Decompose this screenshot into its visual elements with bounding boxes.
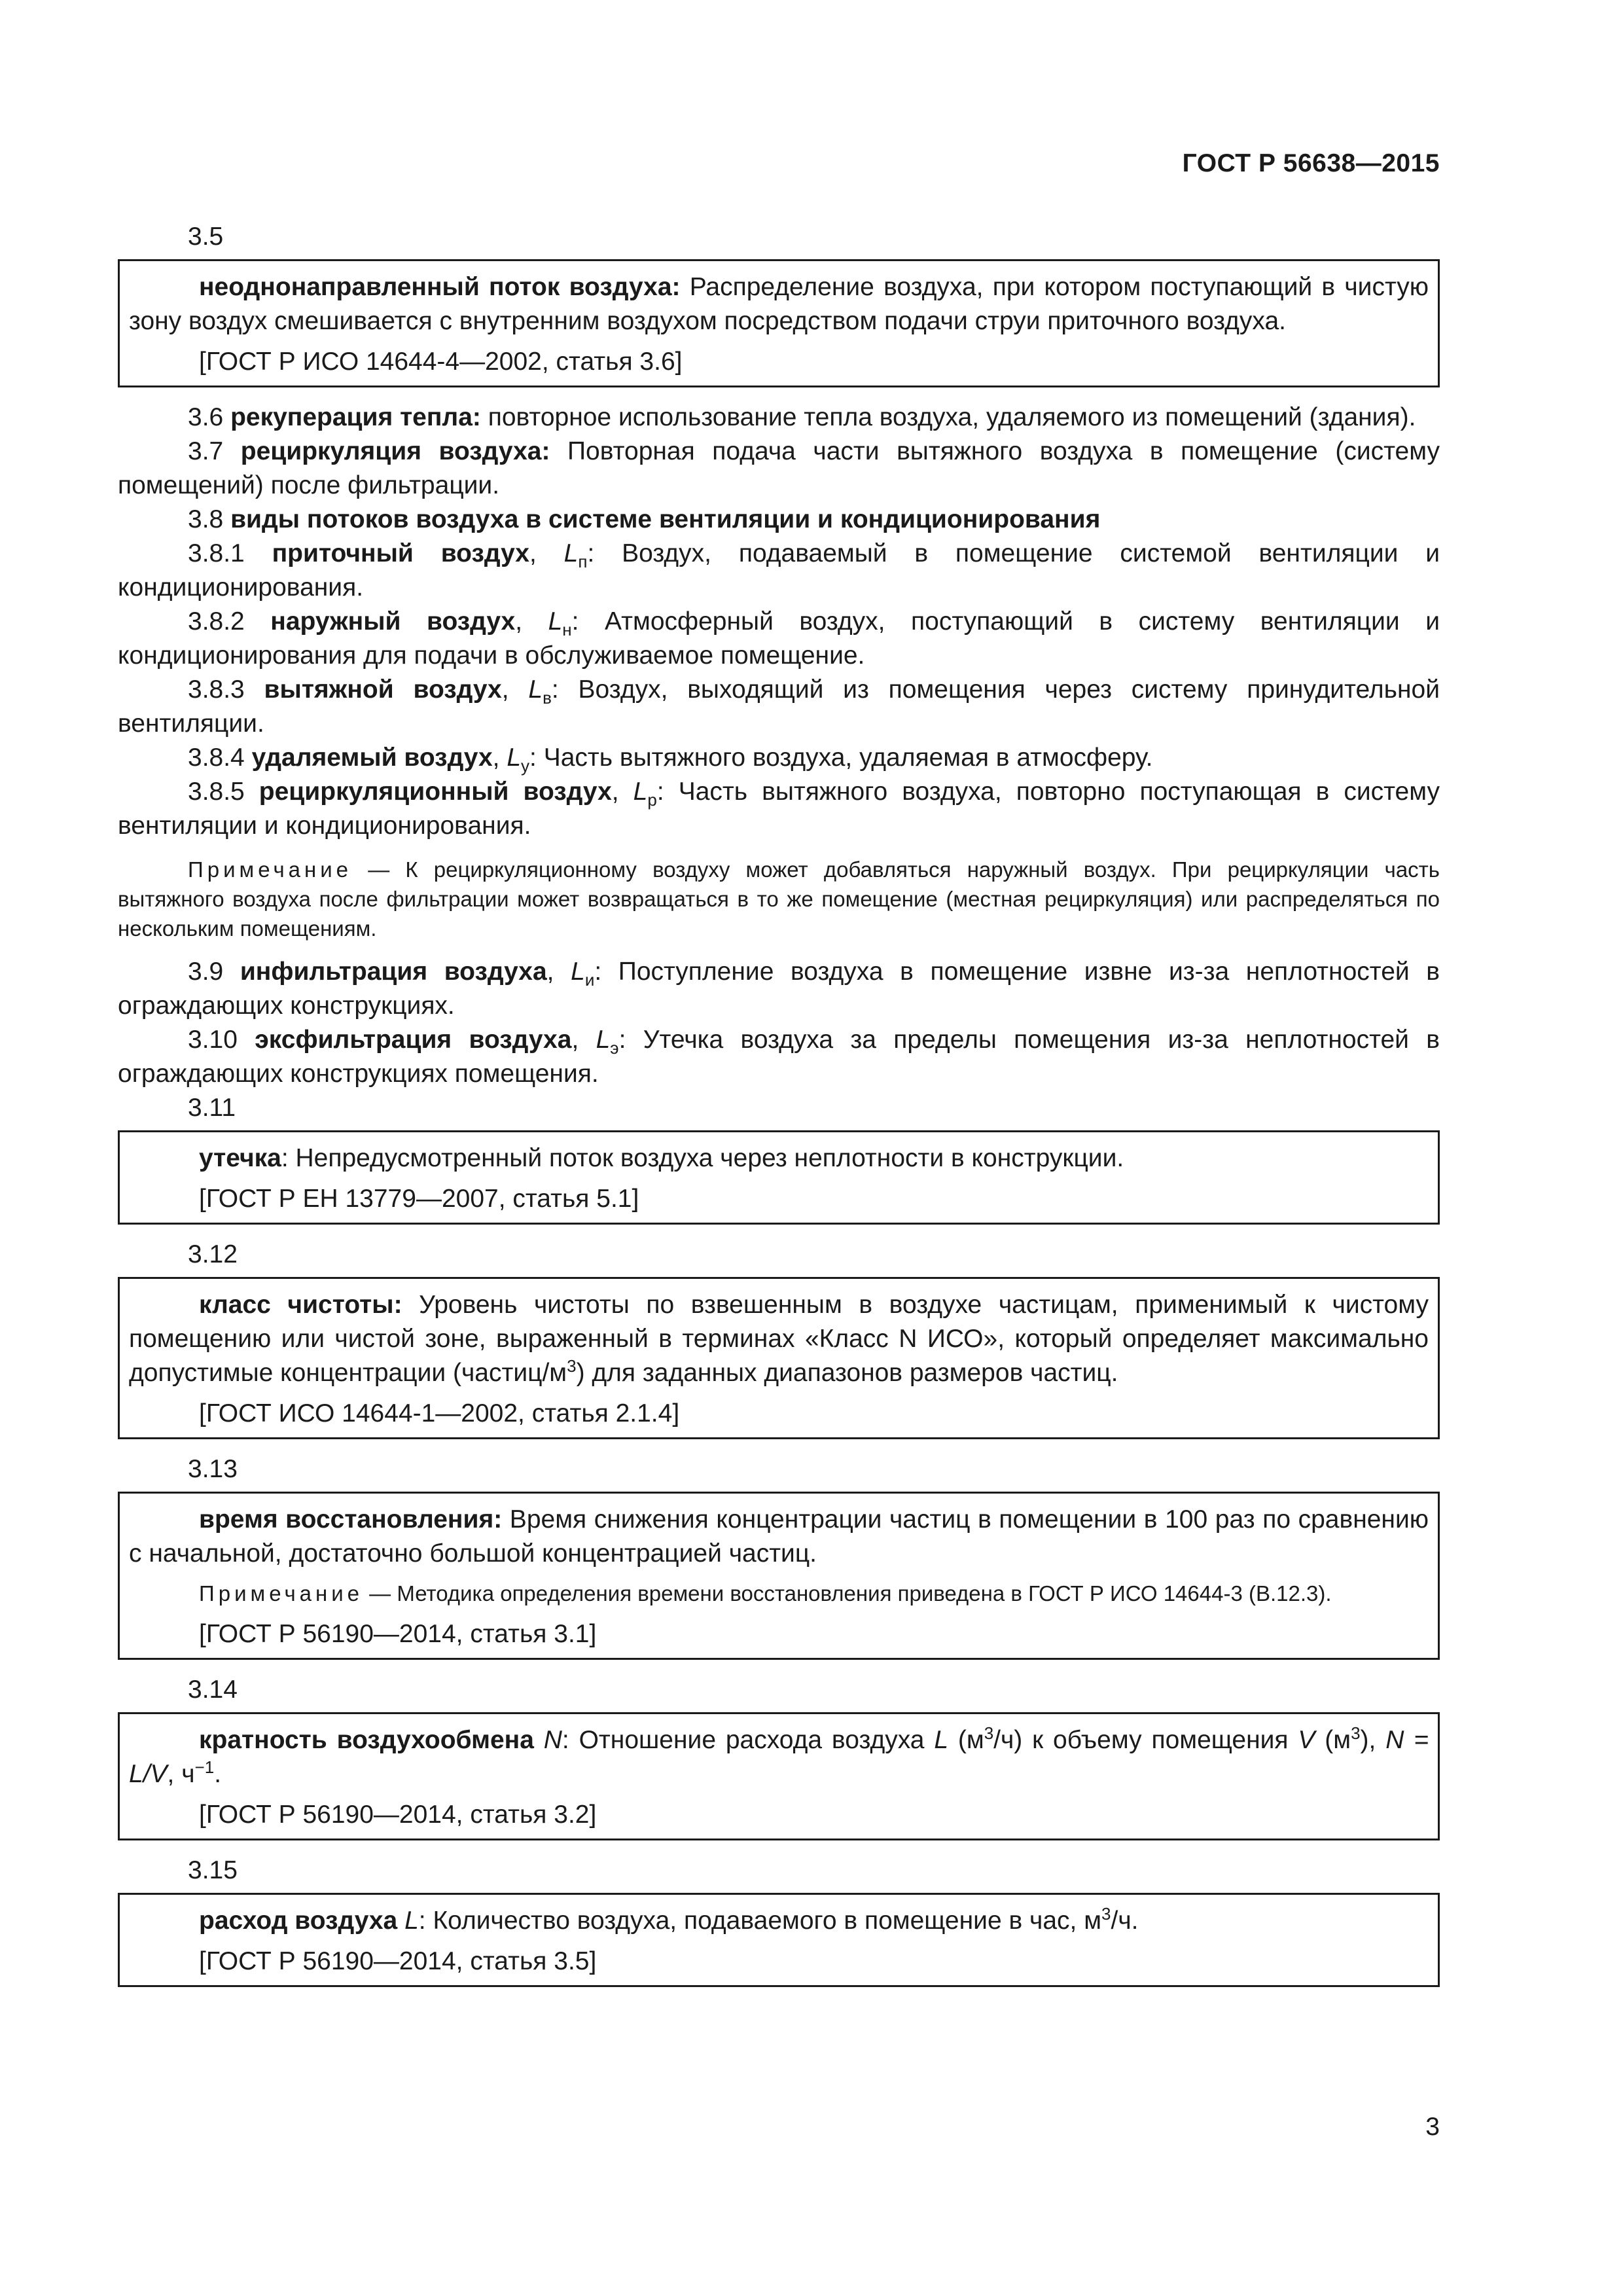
term-definition-3-11: утечка: Непредусмотренный поток воздуха через неплотности в конструкции. [199,1144,1124,1172]
term-3-6: рекуперация тепла: [230,403,481,431]
note-3-13: Примечание — Методика определения времени восстановления приведена в ГОСТ Р ИСО 14644-3 (В.12.3). [199,1581,1332,1605]
term-source-3-13: [ГОСТ Р 56190—2014, статья 3.1] [199,1620,597,1648]
term-definition-3-15: расход воздуха L: Количество воздуха, подаваемого в помещение в час, $м^3/ч$. [199,1904,1139,1935]
term-definition-3-8-4: 3.8.4 удаляемый воздух, $L_у$: Часть вытяжного воздуха, удаляемая в атмосферу. [188,744,1153,776]
term-source-3-11: [ГОСТ Р ЕН 13779—2007, статья 5.1] [199,1185,639,1213]
term-3-7: рециркуляция воздуха: [240,437,550,465]
term-3-14: кратность воздухообмена [199,1726,534,1754]
term-3-5: неоднонаправленный поток воздуха: [199,273,681,301]
term-definition-3-10: 3.10 эксфильтрация воздуха, $L_э$: Утечка воздуха за пределы помещения из-за неплотностей в ограждающих конструкциях помещения. [118,1026,1440,1088]
note-3-8-5: Примечание — К рециркуляционному воздуху может добавляться наружный воздух. При рециркуляции часть вытяжного воздуха после фильтрации может возвращаться в то же помещение (местная рециркуляция) или распределяться по нескольким помещениям. [118,857,1440,941]
term-source-3-12: [ГОСТ ИСО 14644-1—2002, статья 2.1.4] [199,1399,680,1427]
term-number-3-13: 3.13 [188,1455,238,1483]
term-source-3-14: [ГОСТ Р 56190—2014, статья 3.2] [199,1801,597,1829]
term-heading-3-8: 3.8 виды потоков воздуха в системе вентиляции и кондиционирования [188,505,1101,533]
term-3-10: эксфильтрация воздуха [255,1026,572,1054]
term-box-3-14 [118,1712,1440,1840]
term-definition-3-8-5: 3.8.5 рециркуляционный воздух, $L_р$: Часть вытяжного воздуха, повторно поступающая в систему вентиляции и кондиционирования. [118,778,1440,840]
term-definition-3-7: 3.7 рециркуляция воздуха: Повторная подача части вытяжного воздуха в помещение (систему помещений) после фильтрации. [118,437,1440,499]
term-source-3-5: [ГОСТ Р ИСО 14644-4—2002, статья 3.6] [199,348,683,376]
term-definition-3-8-2: 3.8.2 наружный воздух, $L_н$: Атмосферный воздух, поступающий в систему вентиляции и кондиционирования для подачи в обслуживаемое помещение. [118,607,1440,670]
term-3-9: инфильтрация воздуха [240,958,547,986]
term-definition-3-14: кратность воздухообмена N: Отношение расхода воздуха L $(м^3/ч)$ к объему помещения V $(м^3)$, N = L/V, $ч^{-1}$. [129,1723,1429,1788]
term-box-3-13 [118,1492,1440,1660]
term-3-15: расход воздуха [199,1907,398,1935]
term-definition-3-8-3: 3.8.3 вытяжной воздух, $L_в$: Воздух, выходящий из помещения через систему принудительной вентиляции. [118,675,1440,738]
note-label: Примечание [199,1581,364,1605]
document-id-header: ГОСТ Р 56638—2015 [1182,149,1440,177]
term-source-3-15: [ГОСТ Р 56190—2014, статья 3.5] [199,1947,597,1975]
formula: N = L/V [129,1726,1429,1788]
term-definition-3-9: 3.9 инфильтрация воздуха, $L_и$: Поступление воздуха в помещение извне из-за неплотностей в ограждающих конструкциях. [118,958,1440,1020]
document-body [118,220,1440,2000]
term-definition-3-13: время восстановления: Время снижения концентрации частиц в помещении в 100 раз по сравнению с начальной, достаточно большой концентрацией частиц. [129,1505,1429,1568]
term-3-11: утечка [199,1144,281,1172]
term-number-3-5: 3.5 [188,223,224,251]
term-3-8-1: приточный воздух [272,539,529,567]
term-definition-3-6: 3.6 рекуперация тепла: повторное использование тепла воздуха, удаляемого из помещений (здания). [188,403,1416,431]
term-definition-3-5: неоднонаправленный поток воздуха: Распределение воздуха, при котором поступающий в чистую зону воздух смешивается с внутренним воздухом посредством подачи струи приточного воздуха. [129,273,1429,335]
term-3-8-3: вытяжной воздух [264,675,502,704]
term-3-8-4: удаляемый воздух [251,744,493,772]
term-definition-3-12: класс чистоты: Уровень чистоты по взвешенным в воздухе частицам, применимый к чистому помещению или чистой зоне, выраженный в терминах «Класс N ИСО», который определяет максимально допустимые концентрации $(частиц/м^3)$ для заданных диапазонов размеров частиц. [129,1291,1429,1387]
page-number: 3 [1425,2113,1440,2141]
term-number-3-11: 3.11 [188,1094,236,1122]
term-3-12: класс чистоты: [199,1291,402,1319]
term-3-8-5: рециркуляционный воздух [259,778,612,806]
term-number-3-12: 3.12 [188,1240,238,1268]
term-number-3-15: 3.15 [188,1856,238,1884]
term-box-3-15 [118,1893,1440,1987]
term-3-13: время восстановления: [199,1505,503,1534]
term-box-3-12 [118,1277,1440,1439]
term-number-3-14: 3.14 [188,1676,238,1704]
term-3-8-2: наружный воздух [270,607,516,636]
note-label: Примечание [188,857,353,882]
term-3-8: виды потоков воздуха в системе вентиляции и кондиционирования [230,505,1101,533]
term-box-3-11 [118,1130,1440,1225]
term-definition-3-8-1: 3.8.1 приточный воздух, $L_п$: Воздух, подаваемый в помещение системой вентиляции и кондиционирования. [118,539,1440,601]
term-box-3-5 [118,259,1440,387]
